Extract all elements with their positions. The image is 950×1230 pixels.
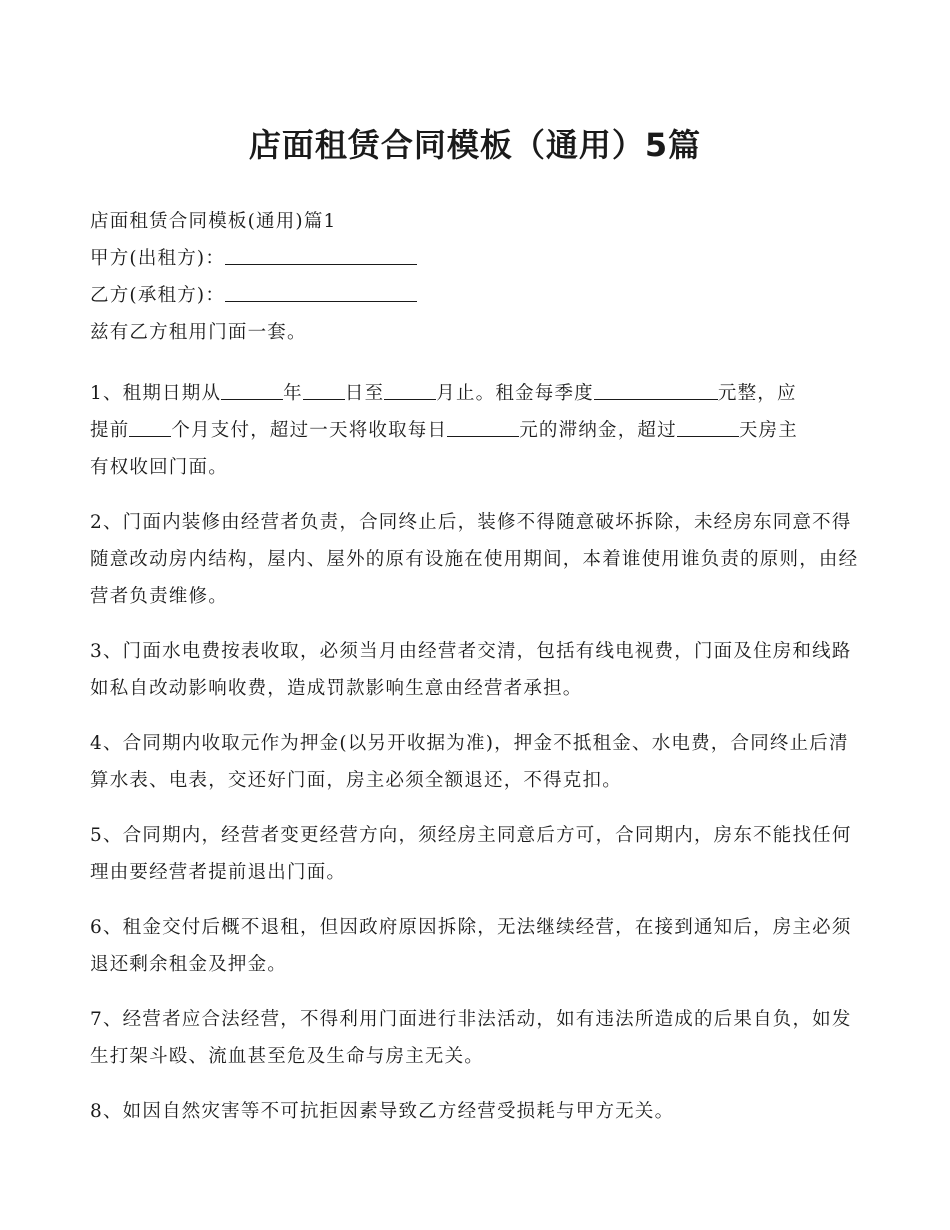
clause-1-text: 个月支付，超过一天将收取每日 bbox=[171, 420, 448, 441]
clause-1-line-3: 有权收回门面。 bbox=[90, 457, 228, 478]
party-b-label: 乙方(承租方)： bbox=[90, 285, 226, 306]
clause-1-text: 元的滞纳金，超过 bbox=[519, 420, 677, 441]
late-fee-blank bbox=[447, 418, 519, 437]
clause-1-text: 日至 bbox=[344, 383, 385, 404]
clause-2: 2、门面内装修由经营者负责，合同终止后，装修不得随意破坏拆除，未经房东同意不得随意改动房内结构，屋内、屋外的原有设施在使用期间，本着谁使用谁负责的原则，由经营者负责维修。 bbox=[90, 512, 859, 607]
intro-line: 兹有乙方租用门面一套。 bbox=[90, 322, 307, 343]
clause-1-text: 元整，应 bbox=[717, 383, 797, 404]
clause-1-line-2 bbox=[90, 412, 865, 449]
clause-3: 3、门面水电费按表收取，必须当月由经营者交清，包括有线电视费，门面及住房和线路如私自改动影响收费，造成罚款影响生意由经营者承担。 bbox=[90, 641, 852, 699]
clause-8: 8、如因自然灾害等不可抗拒因素导致乙方经营受损耗与甲方无关。 bbox=[90, 1101, 675, 1122]
clause-7: 7、经营者应合法经营，不得利用门面进行非法活动，如有违法所造成的后果自负，如发生打架斗殴、流血甚至危及生命与房主无关。 bbox=[90, 1009, 852, 1067]
party-a-line bbox=[90, 240, 865, 277]
party-b-blank bbox=[225, 283, 417, 302]
section-heading: 店面租赁合同模板(通用)篇1 bbox=[90, 211, 337, 232]
party-a-blank bbox=[225, 246, 417, 265]
start-day-blank bbox=[303, 381, 345, 400]
party-a-label: 甲方(出租方)： bbox=[90, 248, 226, 269]
start-year-blank bbox=[221, 381, 283, 400]
overdue-days-blank bbox=[677, 418, 739, 437]
clause-1-text: 月止。租金每季度 bbox=[436, 383, 594, 404]
party-b-line bbox=[90, 277, 865, 314]
rent-amount-blank bbox=[594, 381, 718, 400]
document-body bbox=[90, 203, 865, 1130]
clause-1-text: 提前 bbox=[90, 420, 130, 441]
clause-4: 4、合同期内收取元作为押金(以另开收据为准)，押金不抵租金、水电费，合同终止后清算水表、电表，交还好门面，房主必须全额退还，不得克扣。 bbox=[90, 733, 849, 791]
clause-5: 5、合同期内，经营者变更经营方向，须经房主同意后方可，合同期内，房东不能找任何理由要经营者提前退出门面。 bbox=[90, 825, 852, 883]
clause-6: 6、租金交付后概不退租，但因政府原因拆除，无法继续经营，在接到通知后，房主必须退还剩余租金及押金。 bbox=[90, 917, 852, 975]
advance-months-blank bbox=[129, 418, 171, 437]
clause-1-text: 1、租期日期从 bbox=[90, 383, 222, 404]
clause-1-text: 天房主 bbox=[738, 420, 798, 441]
clause-1-line-1 bbox=[90, 375, 865, 412]
clause-1 bbox=[90, 375, 865, 486]
clause-1-text: 年 bbox=[283, 383, 303, 404]
end-month-blank bbox=[384, 381, 436, 400]
document-title: 店面租赁合同模板（通用）5篇 bbox=[248, 126, 702, 164]
